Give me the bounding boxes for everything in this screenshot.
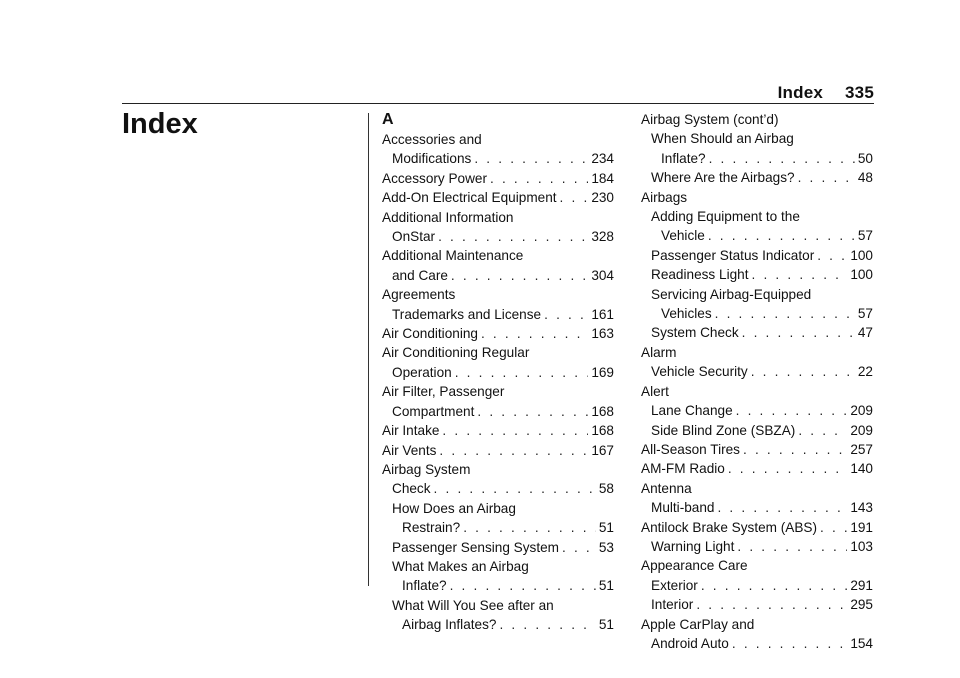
index-entry xyxy=(641,265,873,284)
index-entry-text: Multi-band xyxy=(651,500,715,516)
index-page-number: 103 xyxy=(850,538,873,554)
index-page-number: 100 xyxy=(850,247,873,263)
index-entry xyxy=(641,149,873,168)
index-entry-text: Adding Equipment to the xyxy=(651,209,800,225)
index-letter-heading: A xyxy=(382,111,394,128)
index-entry xyxy=(382,441,614,460)
index-page-number: 234 xyxy=(591,151,614,167)
index-entry-text: Warning Light xyxy=(651,538,735,554)
dot-leader xyxy=(743,440,847,459)
index-page-number: 143 xyxy=(850,500,873,516)
index-entry xyxy=(641,556,873,575)
index-entry-text: Servicing Airbag-Equipped xyxy=(651,286,812,302)
index-entry xyxy=(641,595,873,614)
index-entry xyxy=(382,538,614,557)
dot-leader xyxy=(798,421,847,440)
dot-leader xyxy=(696,595,847,614)
dot-leader xyxy=(450,576,596,595)
dot-leader xyxy=(732,634,847,653)
index-entry xyxy=(382,130,614,149)
index-entry-text: Trademarks and License xyxy=(392,306,542,322)
index-entry xyxy=(382,460,614,479)
index-page-number: 328 xyxy=(591,229,614,245)
index-page-number: 169 xyxy=(591,364,614,380)
index-entry xyxy=(382,188,614,207)
index-page-number: 168 xyxy=(591,423,614,439)
index-entry xyxy=(382,615,614,634)
index-entry-text: Accessory Power xyxy=(382,170,488,186)
index-entry xyxy=(382,576,614,595)
index-entry-text: OnStar xyxy=(392,229,436,245)
index-page-number: 163 xyxy=(591,326,614,342)
index-entry xyxy=(382,363,614,382)
index-entry xyxy=(641,479,873,498)
dot-leader xyxy=(820,518,847,537)
index-page-number: 230 xyxy=(591,190,614,206)
index-entry xyxy=(382,208,614,227)
index-entry-text: Airbag System xyxy=(382,461,471,477)
index-entry-text: Airbags xyxy=(641,189,688,205)
index-page-number: 191 xyxy=(850,519,873,535)
index-entry-text: Additional Information xyxy=(382,209,514,225)
index-entry xyxy=(641,246,873,265)
index-page-number: 184 xyxy=(591,170,614,186)
index-entry-text: Antenna xyxy=(641,480,692,496)
index-entry xyxy=(382,227,614,246)
index-entry-text: All-Season Tires xyxy=(641,441,740,457)
page-title: Index xyxy=(122,108,198,140)
index-entry-text: and Care xyxy=(392,267,448,283)
index-column-2 xyxy=(641,110,873,653)
index-page-number: 58 xyxy=(598,481,614,497)
index-entry xyxy=(382,402,614,421)
dot-leader xyxy=(451,266,588,285)
index-entry xyxy=(382,285,614,304)
dot-leader xyxy=(434,479,596,498)
index-entry xyxy=(641,518,873,537)
dot-leader xyxy=(736,401,848,420)
index-entry-text: Apple CarPlay and xyxy=(641,616,755,632)
index-entry xyxy=(641,285,873,304)
index-page-number: 168 xyxy=(591,403,614,419)
dot-leader xyxy=(463,518,596,537)
index-entry-text: Vehicle Security xyxy=(651,364,748,380)
index-page-number: 291 xyxy=(850,577,873,593)
index-entry-text: Modifications xyxy=(392,151,472,167)
index-entry-text: Appearance Care xyxy=(641,558,748,574)
index-page-number: 57 xyxy=(857,228,873,244)
index-entry-text: Add-On Electrical Equipment xyxy=(382,190,557,206)
header-rule xyxy=(122,103,874,104)
index-entry-text: Vehicles xyxy=(661,306,712,322)
index-entry xyxy=(641,343,873,362)
index-entry-text: Side Blind Zone (SBZA) xyxy=(651,422,796,438)
index-entry xyxy=(382,169,614,188)
index-page-number: 304 xyxy=(591,267,614,283)
dot-leader xyxy=(560,188,589,207)
index-entry xyxy=(382,557,614,576)
index-entry xyxy=(382,596,614,615)
index-entry xyxy=(382,499,614,518)
index-entry xyxy=(641,110,873,129)
index-entry xyxy=(382,305,614,324)
index-entry xyxy=(382,149,614,168)
index-entry-text: Airbag Inflates? xyxy=(402,617,497,633)
dot-leader xyxy=(439,441,588,460)
index-entry xyxy=(382,266,614,285)
dot-leader xyxy=(742,323,855,342)
index-page-number: 50 xyxy=(857,150,873,166)
index-page-number: 57 xyxy=(857,306,873,322)
index-entry xyxy=(382,518,614,537)
index-entry-text: Alarm xyxy=(641,344,677,360)
index-entry xyxy=(641,304,873,323)
index-entry-text: When Should an Airbag xyxy=(651,131,794,147)
index-entry xyxy=(382,246,614,265)
dot-leader xyxy=(474,149,588,168)
index-entry xyxy=(641,634,873,653)
index-entry-text: Inflate? xyxy=(661,150,706,166)
index-entry xyxy=(641,188,873,207)
index-entry-text: Where Are the Airbags? xyxy=(651,170,795,186)
index-entry-text: Restrain? xyxy=(402,520,461,536)
index-entry-text: AM-FM Radio xyxy=(641,461,725,477)
index-page-number: 209 xyxy=(850,403,873,419)
index-entry xyxy=(641,362,873,381)
index-entry-text: Vehicle xyxy=(661,228,705,244)
index-entry-text: Air Conditioning xyxy=(382,326,478,342)
index-entry-text: Air Conditioning Regular xyxy=(382,345,530,361)
index-entry-text: Air Filter, Passenger xyxy=(382,384,505,400)
dot-leader xyxy=(798,168,855,187)
index-page-number: 51 xyxy=(598,617,614,633)
index-entry xyxy=(641,207,873,226)
index-entry xyxy=(641,226,873,245)
index-entry-text: Antilock Brake System (ABS) xyxy=(641,519,818,535)
index-entry xyxy=(382,421,614,440)
index-entry xyxy=(382,324,614,343)
dot-leader xyxy=(499,615,595,634)
dot-leader xyxy=(438,227,588,246)
index-entry xyxy=(641,421,873,440)
index-entry-text: How Does an Airbag xyxy=(392,500,516,516)
index-entry xyxy=(641,537,873,556)
index-entry-text: What Will You See after an xyxy=(392,597,554,613)
dot-leader xyxy=(717,498,847,517)
index-entry-text: Exterior xyxy=(651,577,698,593)
index-page-number: 154 xyxy=(850,635,873,651)
index-entry-text: Inflate? xyxy=(402,578,447,594)
index-entry-text: Lane Change xyxy=(651,403,733,419)
dot-leader xyxy=(817,246,847,265)
index-entry-text: Android Auto xyxy=(651,635,729,651)
header-section-title: Index xyxy=(777,83,824,102)
dot-leader xyxy=(728,459,847,478)
dot-leader xyxy=(477,402,588,421)
index-entry-text: Air Intake xyxy=(382,423,440,439)
index-entry-text: Accessories and xyxy=(382,132,482,147)
header-page-number: 335 xyxy=(845,83,874,102)
index-entry xyxy=(641,129,873,148)
index-entry-text: Passenger Status Indicator xyxy=(651,247,815,263)
index-page-number: 53 xyxy=(598,539,614,555)
index-entry-text: What Makes an Airbag xyxy=(392,558,529,574)
dot-leader xyxy=(709,149,855,168)
index-entry-text: Air Vents xyxy=(382,442,437,458)
dot-leader xyxy=(481,324,588,343)
index-entry xyxy=(641,382,873,401)
index-page-number: 100 xyxy=(850,267,873,283)
index-entry-text: Additional Maintenance xyxy=(382,248,524,264)
index-entry-text: Interior xyxy=(651,597,694,613)
dot-leader xyxy=(544,305,588,324)
dot-leader xyxy=(737,537,847,556)
index-page-number: 47 xyxy=(857,325,873,341)
index-entry-text: Operation xyxy=(392,364,452,380)
index-entry xyxy=(382,343,614,362)
index-entry-text: Alert xyxy=(641,383,669,399)
index-page-number: 51 xyxy=(598,578,614,594)
index-page-number: 209 xyxy=(850,422,873,438)
index-entry-text: Check xyxy=(392,481,431,497)
dot-leader xyxy=(701,576,847,595)
index-entry-text: Airbag System (cont’d) xyxy=(641,112,779,127)
index-entry xyxy=(641,401,873,420)
index-entry xyxy=(641,323,873,342)
index-entry xyxy=(382,479,614,498)
dot-leader xyxy=(455,363,589,382)
index-entry-text: Readiness Light xyxy=(651,267,749,283)
index-entry xyxy=(382,382,614,401)
index-entry xyxy=(641,615,873,634)
index-page-number: 140 xyxy=(850,461,873,477)
index-entry-text: Compartment xyxy=(392,403,475,419)
index-page-number: 161 xyxy=(591,306,614,322)
index-page-number: 295 xyxy=(850,597,873,613)
dot-leader xyxy=(442,421,588,440)
dot-leader xyxy=(752,265,848,284)
index-page-number: 51 xyxy=(598,520,614,536)
dot-leader xyxy=(715,304,855,323)
index-entry xyxy=(641,459,873,478)
index-entry xyxy=(641,576,873,595)
index-column-1 xyxy=(382,110,614,635)
index-entry xyxy=(641,168,873,187)
index-entry xyxy=(641,440,873,459)
index-page-number: 167 xyxy=(591,442,614,458)
dot-leader xyxy=(490,169,588,188)
column-divider xyxy=(368,113,369,586)
dot-leader xyxy=(751,362,855,381)
running-header xyxy=(778,83,874,103)
index-page-number: 48 xyxy=(857,170,873,186)
index-entry xyxy=(641,498,873,517)
dot-leader xyxy=(708,226,855,245)
index-page-number: 257 xyxy=(850,441,873,457)
index-entry-text: Agreements xyxy=(382,287,456,303)
index-entry-text: Passenger Sensing System xyxy=(392,539,559,555)
dot-leader xyxy=(562,538,596,557)
index-page-number: 22 xyxy=(857,364,873,380)
index-entry-text: System Check xyxy=(651,325,739,341)
